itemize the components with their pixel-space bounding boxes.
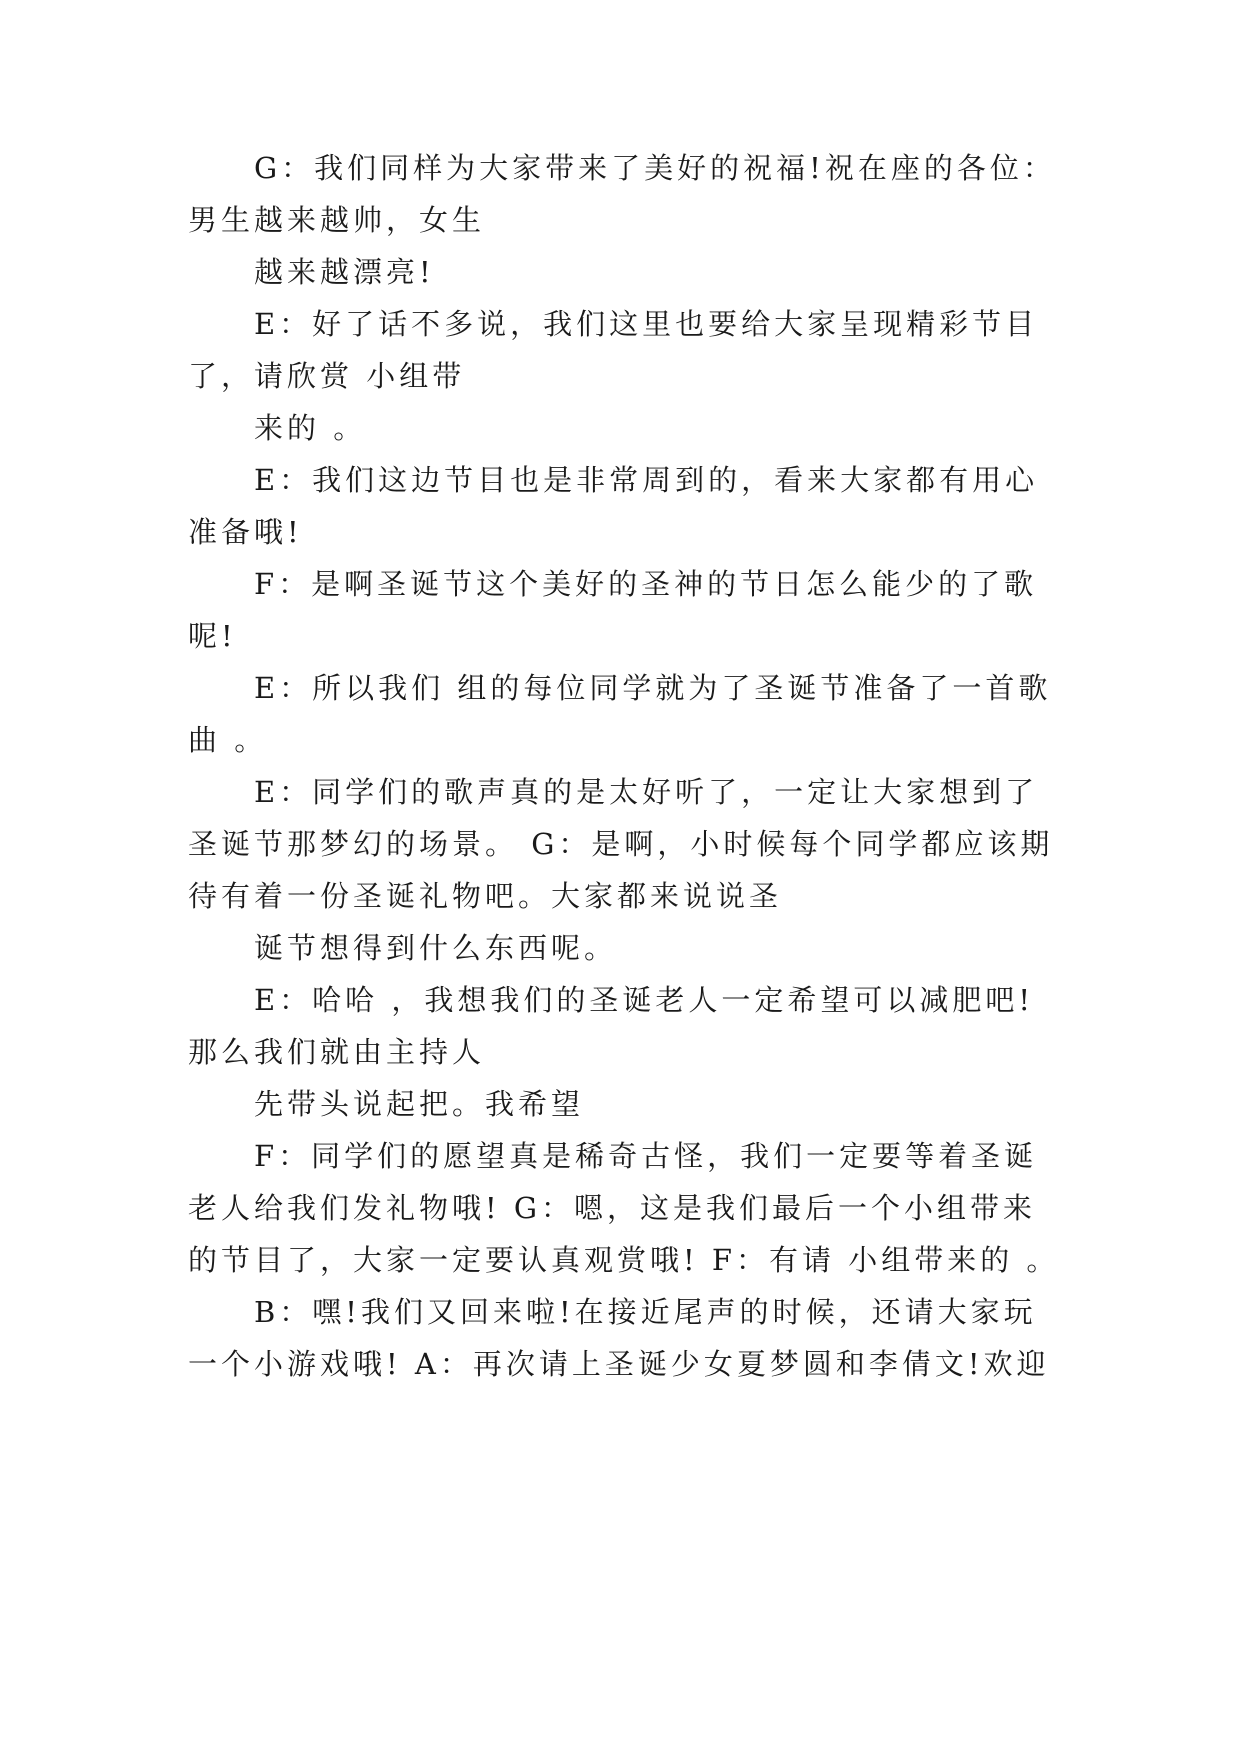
text-line: 男生越来越帅，女生	[188, 203, 486, 237]
text-line: E：同学们的歌声真的是太好听了，一定让大家想到了	[254, 775, 1039, 809]
text-line: 曲 。	[188, 723, 268, 757]
text-line: E：哈哈 ，我想我们的圣诞老人一定希望可以减肥吧!	[254, 983, 1035, 1017]
text-line: 呢!	[188, 619, 237, 653]
text-line: 越来越漂亮!	[254, 255, 435, 289]
text-line: B：嘿!我们又回来啦!在接近尾声的时候，还请大家玩	[254, 1295, 1037, 1329]
text-line: 诞节想得到什么东西呢。	[254, 931, 618, 965]
text-line: 圣诞节那梦幻的场景。 G：是啊，小时候每个同学都应该期	[188, 827, 1054, 861]
text-line: F：同学们的愿望真是稀奇古怪，我们一定要等着圣诞	[254, 1139, 1038, 1173]
text-line: 那么我们就由主持人	[188, 1035, 486, 1069]
text-line: 待有着一份圣诞礼物吧。大家都来说说圣	[188, 879, 783, 913]
text-line: 的节目了，大家一定要认真观赏哦! F：有请 小组带来的 。	[188, 1243, 1060, 1277]
text-line: 一个小游戏哦! A：再次请上圣诞少女夏梦圆和李倩文!欢迎	[188, 1347, 1050, 1381]
text-line: E：我们这边节目也是非常周到的，看来大家都有用心	[254, 463, 1039, 497]
text-line: E：好了话不多说，我们这里也要给大家呈现精彩节目	[254, 307, 1039, 341]
text-line: 先带头说起把。我希望	[254, 1087, 585, 1121]
text-line: 了，请欣赏 小组带	[188, 359, 466, 393]
text-line: 老人给我们发礼物哦! G：嗯，这是我们最后一个小组带来	[188, 1191, 1037, 1225]
text-line: E：所以我们 组的每位同学就为了圣诞节准备了一首歌	[254, 671, 1052, 705]
text-line: G：我们同样为大家带来了美好的祝福!祝在座的各位：	[254, 151, 1056, 185]
text-line: 准备哦!	[188, 515, 303, 549]
text-line: F：是啊圣诞节这个美好的圣神的节日怎么能少的了歌	[254, 567, 1038, 601]
text-line: 来的 。	[254, 411, 367, 445]
